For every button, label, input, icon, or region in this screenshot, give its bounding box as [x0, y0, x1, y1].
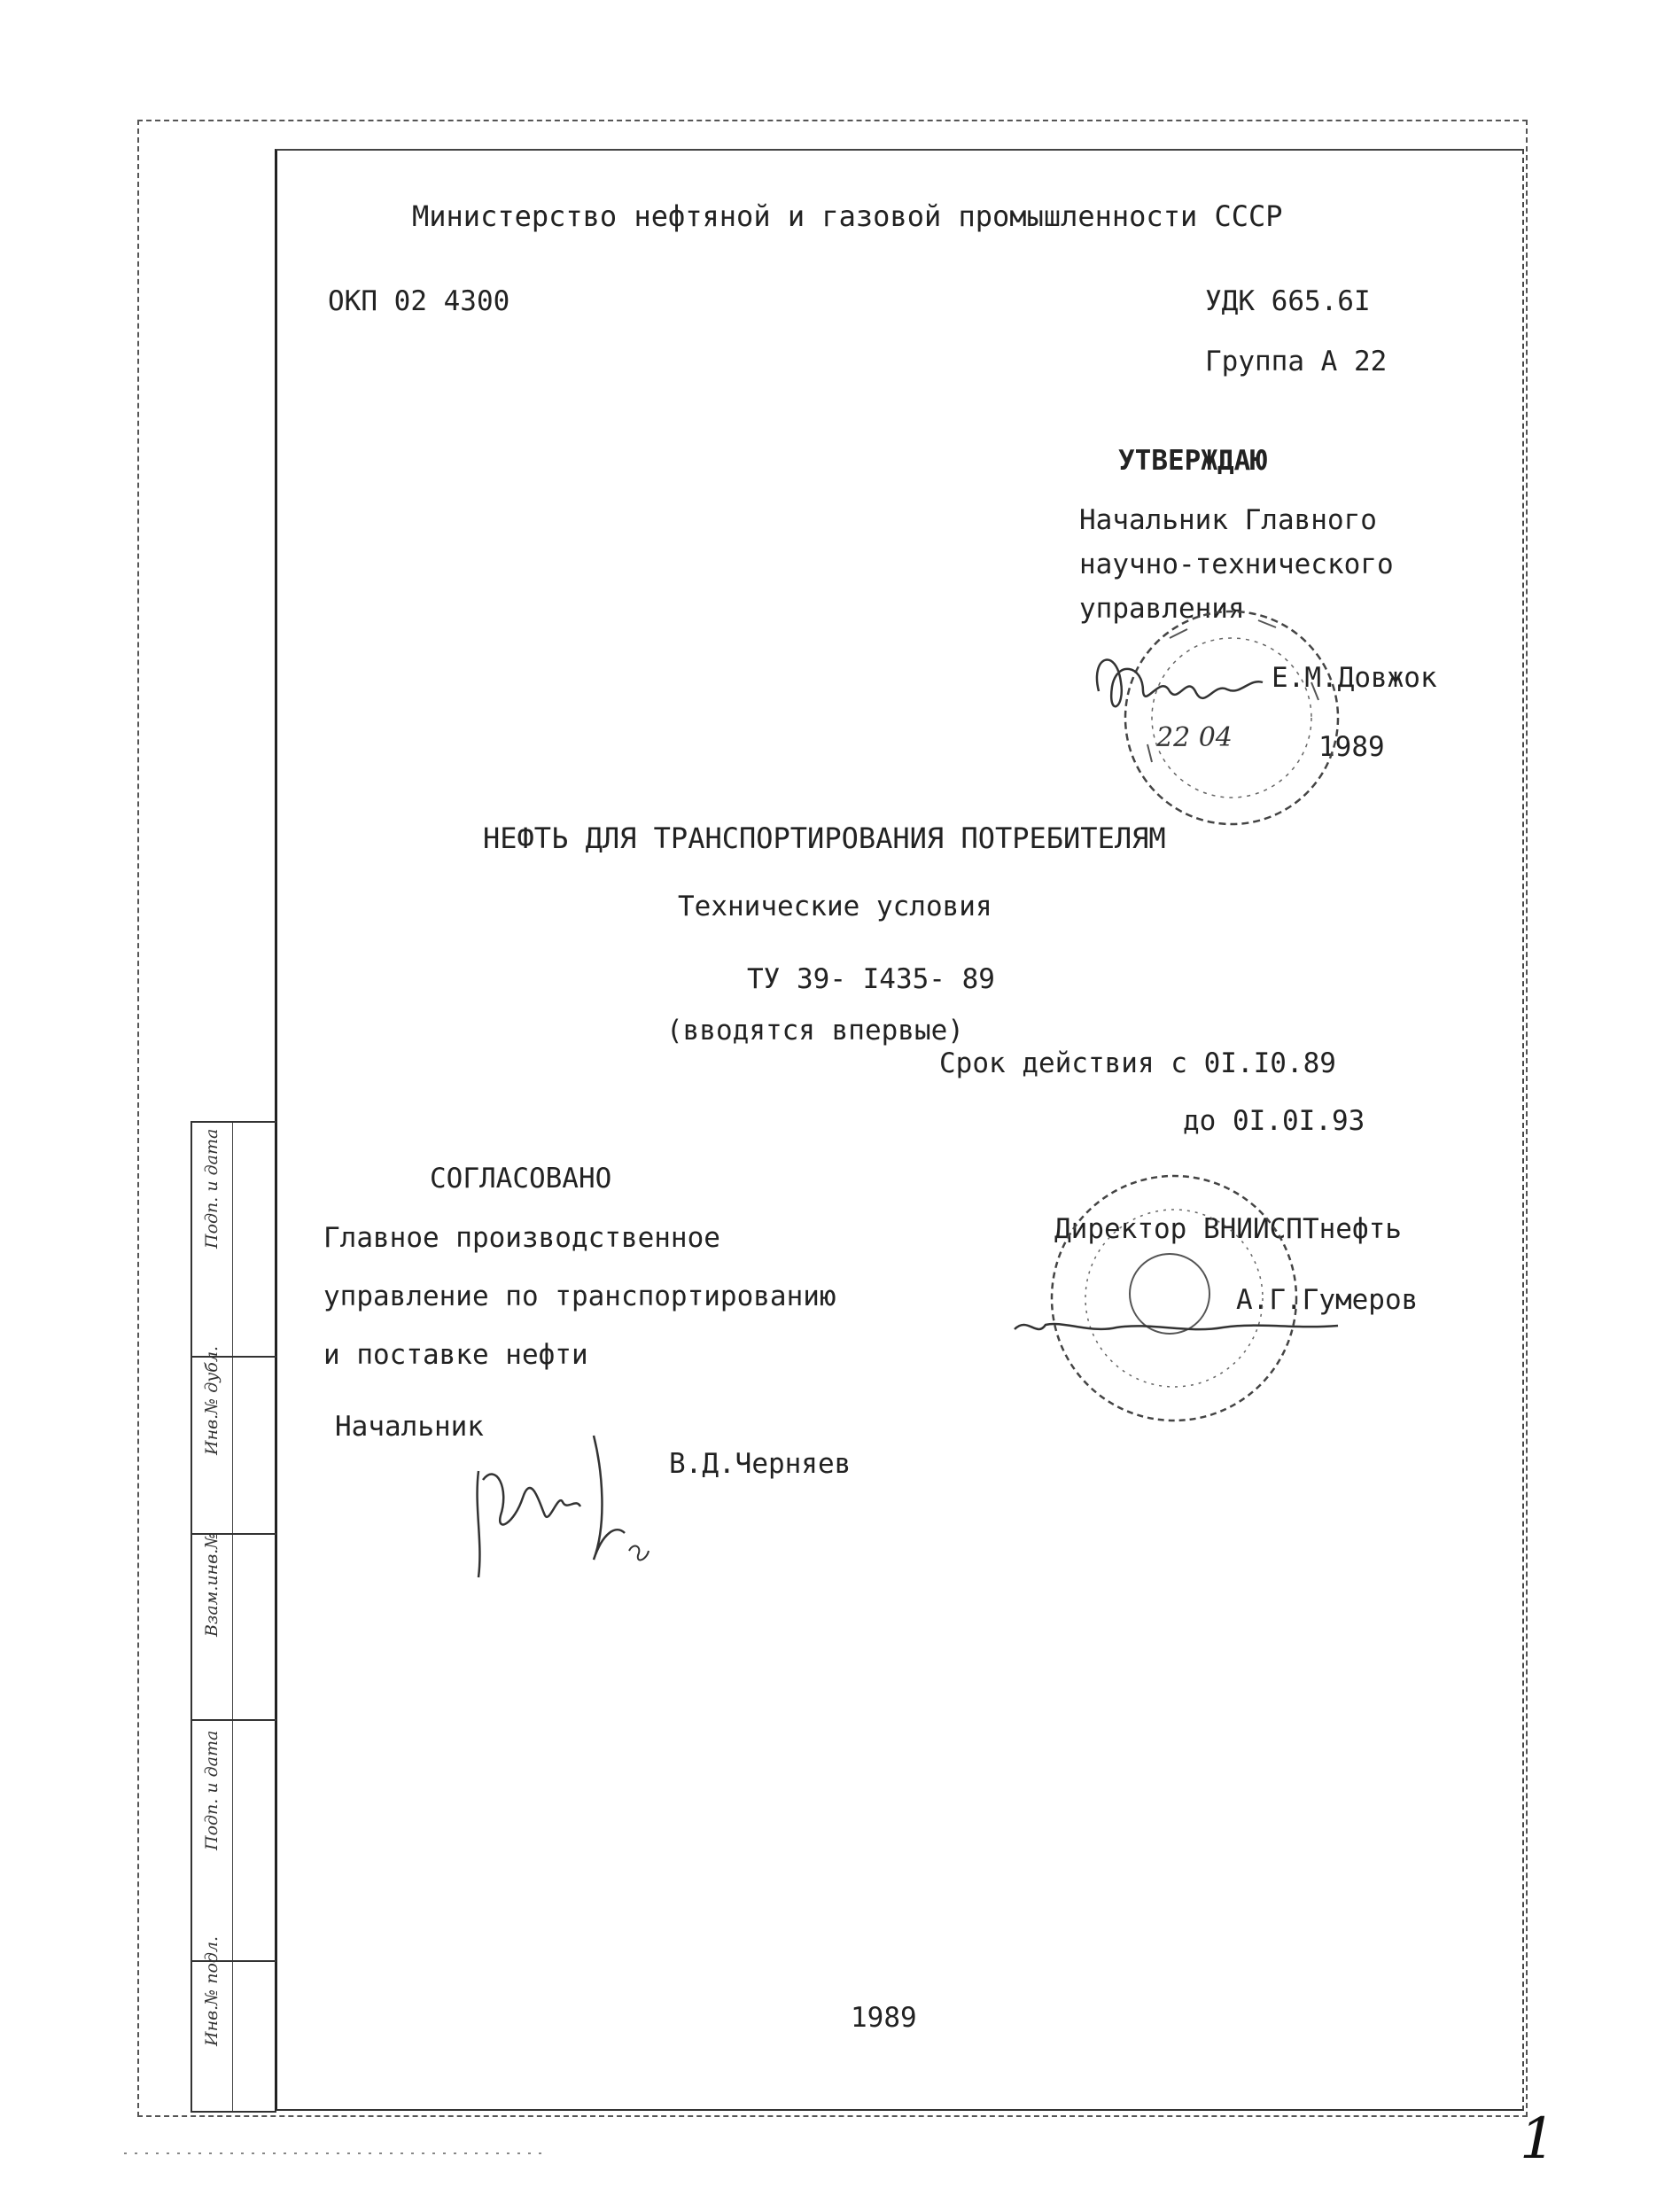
side-label: Подп. и дата [202, 1730, 222, 1850]
director-signature [1010, 1303, 1347, 1356]
director-position: Директор ВНИИСПТнефть [1054, 1213, 1402, 1245]
scan-artifact [124, 2145, 567, 2162]
agreed-position: Начальник [335, 1411, 484, 1443]
side-cell-replacement-inv [192, 1533, 276, 1721]
group-code: Группа А 22 [1205, 346, 1388, 378]
validity-to: до 0I.0I.93 [1183, 1105, 1365, 1137]
validity-from: Срок действия с 0I.I0.89 [939, 1047, 1336, 1079]
side-cell-duplicate-inv [192, 1346, 276, 1535]
side-stamp-strip [191, 1121, 276, 2113]
document-subtitle: Технические условия [678, 891, 992, 922]
director-seal [1041, 1152, 1307, 1444]
side-label: Инв.№ подл. [202, 1935, 222, 2046]
agreed-line-2: управление по транспортированию [323, 1281, 836, 1312]
approval-signature [1081, 638, 1276, 727]
ministry-title: Министерство нефтяной и газовой промышленности СССР [412, 199, 1283, 233]
side-label: Подп. и дата [202, 1128, 222, 1249]
document-note: (вводятся впервые) [666, 1015, 964, 1047]
document-title: НЕФТЬ ДЛЯ ТРАНСПОРТИРОВАНИЯ ПОТРЕБИТЕЛЯМ [483, 821, 1166, 855]
udk-code: УДК 665.6I [1205, 285, 1371, 317]
agreed-signature [461, 1418, 665, 1604]
agreed-line-1: Главное производственное [323, 1222, 720, 1254]
footer-year: 1989 [851, 2002, 917, 2034]
approval-line-3: управления [1079, 593, 1245, 625]
okp-code: ОКП 02 4300 [328, 285, 510, 317]
agreed-heading: СОГЛАСОВАНО [430, 1163, 612, 1195]
document-code: ТУ 39- I435- 89 [747, 963, 995, 995]
approval-line-1: Начальник Главного [1079, 504, 1377, 536]
side-label: Взам.инв.№ [202, 1532, 222, 1637]
approval-heading: УТВЕРЖДАЮ [1118, 445, 1267, 477]
director-name: А.Г.Гумеров [1236, 1284, 1419, 1316]
agreed-name: В.Д.Черняев [669, 1448, 852, 1480]
approval-line-2: научно-технического [1079, 549, 1394, 580]
agreed-line-3: и поставке нефти [323, 1339, 588, 1371]
approval-handwritten-date: 22 04 [1156, 722, 1233, 753]
side-cell-signature-date [192, 1123, 276, 1356]
side-label: Инв.№ дубл. [202, 1346, 222, 1455]
approval-name: Е.М.Довжок [1272, 662, 1437, 694]
side-cell-signature-date-2 [192, 1719, 276, 1962]
side-cell-original-inv [192, 1935, 276, 2113]
approval-year: 1989 [1318, 731, 1385, 763]
handwritten-page-number: 1 [1520, 2106, 1556, 2172]
